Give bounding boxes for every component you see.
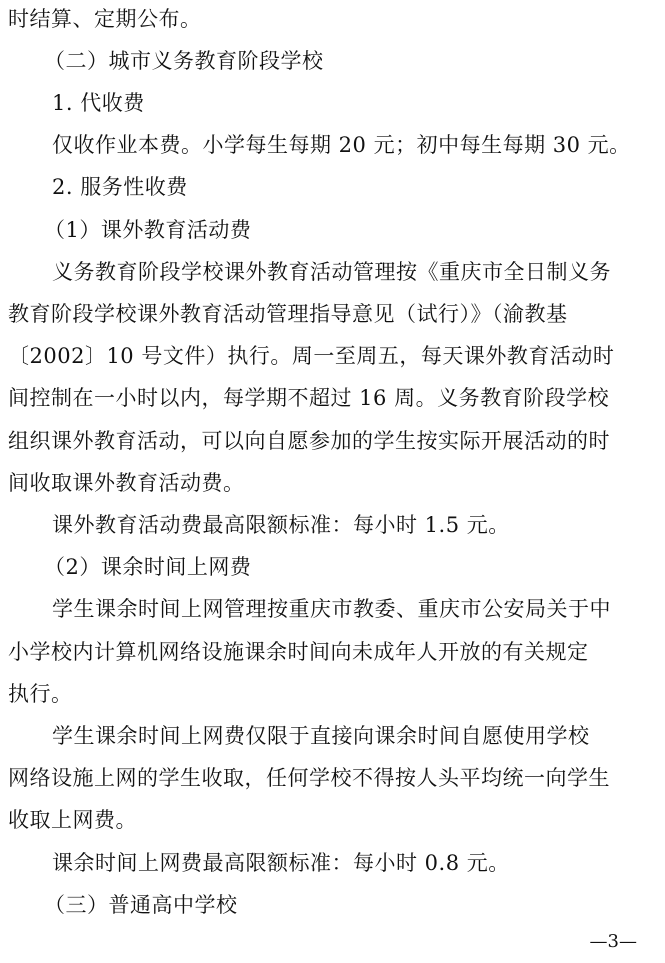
text-line: 教育阶段学校课外教育活动管理指导意见（试行）》（渝教基 bbox=[8, 302, 568, 326]
text-line: 义务教育阶段学校课外教育活动管理按《重庆市全日制义务 bbox=[52, 260, 611, 284]
text-line: 小学校内计算机网络设施课余时间向未成年人开放的有关规定 bbox=[8, 640, 589, 664]
text-line: 执行。 bbox=[8, 682, 73, 706]
subsection-heading: 1. 代收费 bbox=[52, 91, 145, 115]
text-line: 〔2002〕10 号文件）执行。周一至周五，每天课外教育活动时 bbox=[8, 344, 615, 368]
text-line: 网络设施上网的学生收取，任何学校不得按人头平均统一向学生 bbox=[8, 766, 610, 790]
section-heading: （二）城市义务教育阶段学校 bbox=[44, 49, 324, 73]
text-line: 学生课余时间上网费仅限于直接向课余时间自愿使用学校 bbox=[52, 724, 590, 748]
text-line: 学生课余时间上网管理按重庆市教委、重庆市公安局关于中 bbox=[52, 597, 611, 621]
text-line: 时结算、定期公布。 bbox=[8, 7, 202, 31]
item-heading: （1）课外教育活动费 bbox=[44, 218, 252, 242]
item-heading: （2）课余时间上网费 bbox=[44, 555, 252, 579]
text-line: 组织课外教育活动，可以向自愿参加的学生按实际开展活动的时 bbox=[8, 429, 610, 453]
text-line: 课外教育活动费最高限额标准：每小时 1.5 元。 bbox=[52, 513, 510, 537]
text-line: 仅收作业本费。小学每生每期 20 元；初中每生每期 30 元。 bbox=[52, 133, 631, 157]
text-line: 间控制在一小时以内，每学期不超过 16 周。义务教育阶段学校 bbox=[8, 386, 610, 410]
subsection-heading: 2. 服务性收费 bbox=[52, 175, 188, 199]
page-number: —3— bbox=[589, 931, 637, 952]
text-line: 课余时间上网费最高限额标准：每小时 0.8 元。 bbox=[52, 851, 510, 875]
section-heading: （三）普通高中学校 bbox=[44, 893, 238, 917]
text-line: 收取上网费。 bbox=[8, 808, 137, 832]
text-line: 间收取课外教育活动费。 bbox=[8, 471, 245, 495]
